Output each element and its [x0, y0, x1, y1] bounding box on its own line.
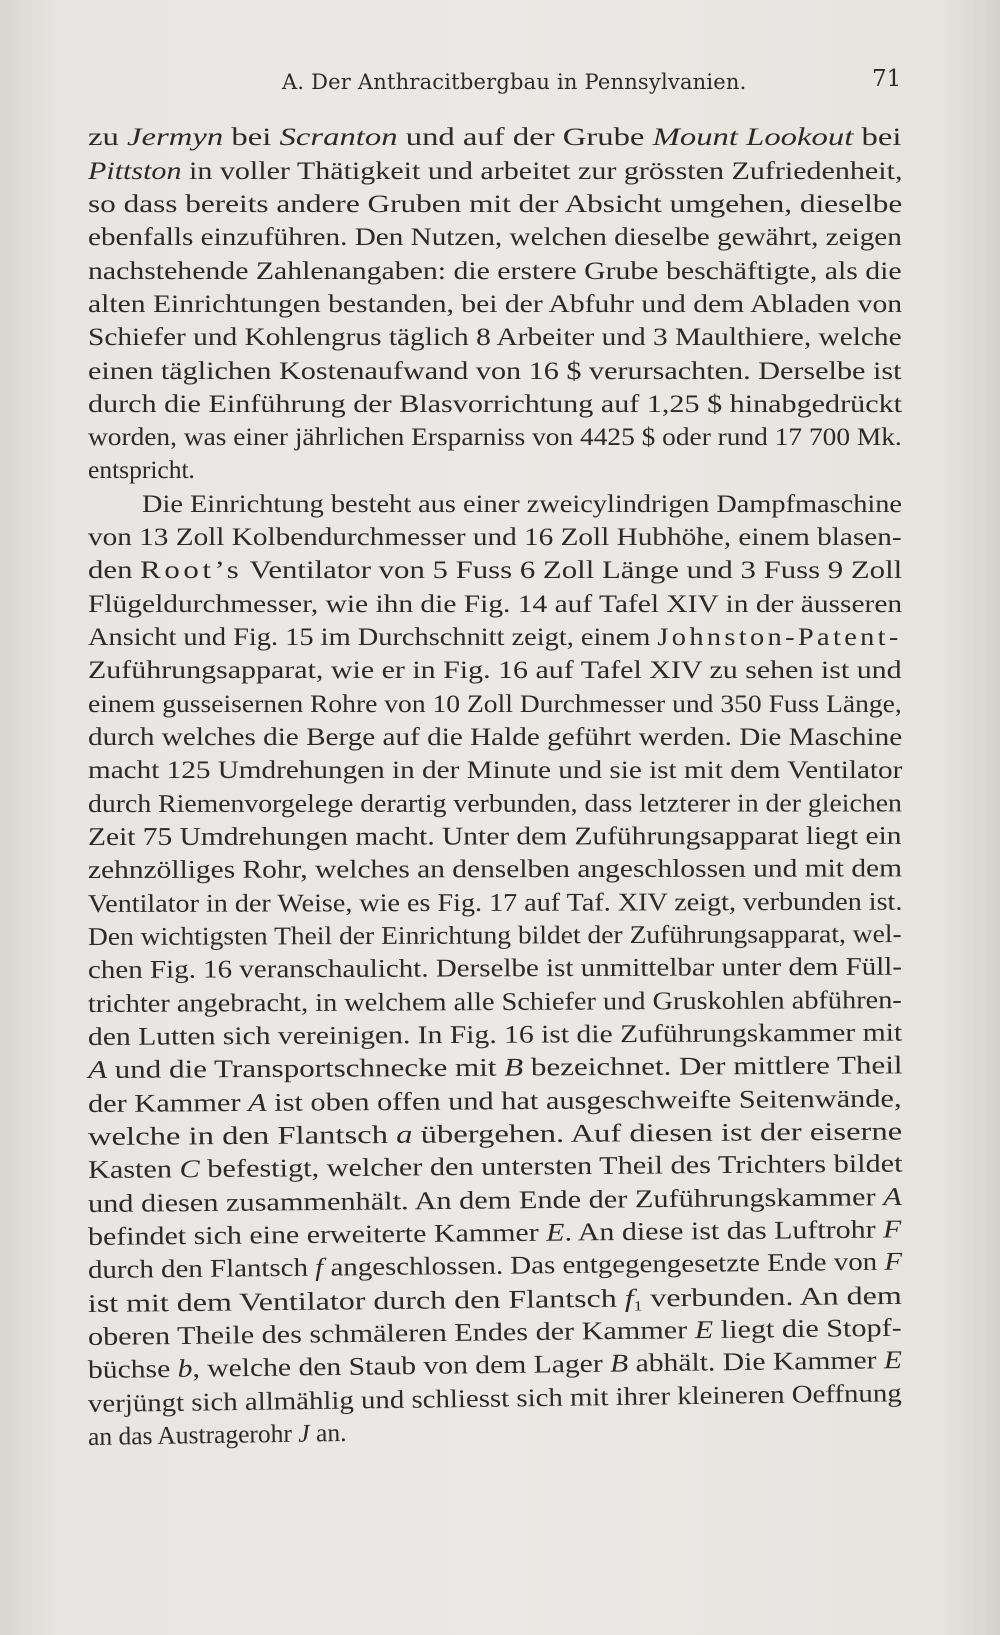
- text-run: Zuführungsapparat, wie er in Fig. 16 auf Tafel XIV zu sehen ist und: [88, 655, 902, 684]
- text-line: [88, 1247, 902, 1285]
- text-run: trichter angebracht, in welchem alle Schiefer und Gruskohlen abführen-: [87, 984, 902, 1018]
- text-run: in voller Thätigkeit und arbeitet zur grössten Zufriedenheit,: [181, 156, 903, 185]
- text-run: büchse: [87, 1353, 178, 1384]
- text-line: [88, 156, 902, 186]
- text-run: , welche den Staub von dem Lager: [192, 1348, 611, 1383]
- text-line: [88, 622, 902, 652]
- text-line: [88, 356, 901, 386]
- text-run: durch Riemenvorgelege derartig verbunden, dass letzterer in der gleichen: [87, 788, 902, 818]
- text-run: verbunden. An dem: [642, 1280, 902, 1313]
- text-run: an das Austragerohr: [87, 1418, 299, 1451]
- italic-symbol: Jermyn: [127, 122, 224, 151]
- text-run: und die Transportschnecke mit: [106, 1052, 505, 1084]
- text-line: [88, 689, 902, 719]
- text-line: [88, 1214, 902, 1252]
- text-line: [88, 1418, 347, 1452]
- text-run: an.: [309, 1417, 347, 1448]
- text-run: den Lutten sich vereinigen. In Fig. 16 ist die Zuführungskammer mit: [87, 1017, 903, 1051]
- text-run: durch welches die Berge auf die Halde geführt werden. Die Maschine: [88, 722, 903, 751]
- text-line: [88, 952, 902, 985]
- text-run: Ventilator in der Weise, wie es Fig. 17 auf Taf. XIV zeigt, verbunden ist.: [87, 886, 903, 918]
- text-line: [88, 389, 902, 419]
- italic-symbol: A: [882, 1182, 902, 1212]
- text-line: [88, 919, 902, 952]
- text-run: liegt die Stopf-: [712, 1312, 902, 1344]
- text-run: bei: [223, 122, 280, 151]
- spaced-name: Root’s: [140, 555, 243, 584]
- text-run: zu: [88, 122, 128, 151]
- text-run: Kasten: [87, 1154, 180, 1184]
- text-run: Zeit 75 Umdrehungen macht. Unter dem Zuführungsapparat liegt ein: [87, 820, 902, 851]
- text-run: angeschlossen. Das entgegengesetzte Ende von: [323, 1246, 885, 1282]
- text-line: [88, 1117, 903, 1152]
- text-line: [88, 722, 902, 752]
- italic-symbol: a: [395, 1119, 413, 1149]
- text-run: Den wichtigsten Theil der Einrichtung bildet der Zuführungsapparat, wel-: [87, 919, 902, 951]
- text-line: [88, 222, 902, 252]
- text-run: und diesen zusammenhält. An dem Ende der Zuführungskammer: [87, 1182, 884, 1218]
- text-run: bei: [853, 122, 902, 151]
- header-title: A. Der Anthracitbergbau in Pennsylvanien.: [282, 70, 747, 94]
- text-run: befestigt, welcher den untersten Theil des Trichters bildet: [199, 1148, 903, 1184]
- text-run: Ansicht und Fig. 15 im Durchschnitt zeigt, einem: [88, 622, 658, 651]
- text-line: [88, 589, 902, 619]
- italic-symbol: f: [624, 1283, 634, 1313]
- text-line: [88, 455, 195, 485]
- italic-symbol: Mount Lookout: [652, 122, 854, 151]
- text-run: Ventilator von 5 Fuss 6 Zoll Länge und 3 Fuss 9 Zoll: [242, 555, 903, 584]
- italic-symbol: F: [882, 1214, 902, 1244]
- running-head: [0, 66, 1000, 110]
- text-run: nachstehende Zahlenangaben: die erstere Grube beschäftigte, als die: [88, 256, 902, 285]
- text-line: [88, 755, 902, 785]
- italic-symbol: E: [546, 1217, 565, 1247]
- text-run: entspricht.: [88, 455, 195, 484]
- text-run: und auf der Grube: [397, 122, 653, 151]
- text-run: alten Einrichtungen bestanden, bei der Abfuhr und dem Abladen von: [88, 289, 903, 318]
- text-line: [88, 1378, 902, 1419]
- subscript: 1: [633, 1299, 643, 1315]
- text-run: bezeichnet. Der mittlere Theil: [523, 1050, 903, 1082]
- text-run: so dass bereits andere Gruben mit der Absicht umgehen, dieselbe: [88, 189, 903, 218]
- italic-symbol: C: [179, 1154, 200, 1184]
- text-line: [88, 655, 902, 685]
- italic-symbol: A: [247, 1087, 267, 1117]
- text-run: einen täglichen Kostenaufwand von 16 $ verursachten. Derselbe ist: [88, 356, 902, 385]
- text-run: Schiefer und Kohlengrus täglich 8 Arbeiter und 3 Maulthiere, welche: [88, 322, 902, 351]
- text-line: [88, 289, 902, 319]
- italic-symbol: b: [177, 1353, 193, 1383]
- text-run: macht 125 Umdrehungen in der Minute und sie ist mit dem Ventilator: [88, 755, 903, 784]
- text-line: [88, 853, 902, 885]
- text-run: . An diese ist das Luftrohr: [564, 1214, 884, 1247]
- italic-symbol: J: [298, 1418, 310, 1448]
- text-run: ist mit dem Ventilator durch den Flantsch: [87, 1283, 625, 1318]
- italic-symbol: Scranton: [279, 122, 398, 151]
- body-text: [88, 122, 908, 1522]
- italic-symbol: Pittston: [88, 156, 182, 185]
- text-run: Flügeldurchmesser, wie ihn die Fig. 14 auf Tafel XIV in der äusseren: [88, 589, 903, 618]
- italic-symbol: E: [694, 1314, 714, 1345]
- text-line: [88, 1149, 903, 1185]
- italic-symbol: A: [87, 1054, 108, 1084]
- text-run: ist oben offen und hat ausgeschweifte Seitenwände,: [266, 1083, 902, 1117]
- text-line: [88, 1084, 902, 1119]
- text-run: chen Fig. 16 veranschaulicht. Derselbe ist unmittelbar unter dem Füll-: [87, 951, 903, 984]
- text-line: [88, 322, 902, 352]
- text-run: der Kammer: [87, 1087, 249, 1118]
- text-run: zehnzölliges Rohr, welches an denselben angeschlossen und mit dem: [87, 853, 903, 884]
- text-line: [88, 122, 901, 152]
- text-run: Die Einrichtung besteht aus einer zweicylindrigen Dampfmaschine: [142, 489, 903, 518]
- italic-symbol: E: [883, 1345, 903, 1375]
- page-number: 71: [872, 66, 902, 92]
- text-line: [88, 256, 902, 286]
- text-run: welche in den Flantsch: [87, 1119, 397, 1151]
- italic-symbol: f: [315, 1252, 324, 1282]
- text-run: abhält. Die Kammer: [627, 1345, 885, 1378]
- italic-symbol: B: [609, 1348, 629, 1378]
- text-run: übergehen. Auf diesen ist der eiserne: [412, 1116, 903, 1149]
- spaced-name: Johnston-Patent-: [657, 622, 902, 651]
- text-run: von 13 Zoll Kolbendurchmesser und 16 Zoll Hubhöhe, einem blasen-: [88, 522, 902, 551]
- text-line: [142, 489, 902, 519]
- text-run: den: [88, 555, 141, 584]
- text-line: [88, 1182, 902, 1219]
- text-line: [88, 985, 902, 1019]
- text-line: [88, 788, 902, 819]
- text-line: [88, 522, 902, 552]
- text-line: [88, 189, 902, 219]
- text-run: einem gusseisernen Rohre von 10 Zoll Durchmesser und 350 Fuss Länge,: [88, 689, 902, 718]
- text-run: durch die Einführung der Blasvorrichtung auf 1,25 $ hinabgedrückt: [88, 389, 903, 418]
- text-line: [88, 821, 902, 852]
- text-line: [88, 1050, 903, 1085]
- text-line: [88, 555, 902, 585]
- text-line: [88, 887, 902, 919]
- text-run: durch den Flantsch: [87, 1252, 316, 1284]
- text-line: [88, 422, 902, 452]
- text-run: oberen Theile des schmäleren Endes der Kammer: [87, 1315, 695, 1351]
- text-run: ebenfalls einzuführen. Den Nutzen, welchen dieselbe gewährt, zeigen: [88, 222, 902, 251]
- text-line: [88, 1018, 902, 1052]
- italic-symbol: F: [884, 1246, 903, 1276]
- italic-symbol: B: [504, 1052, 524, 1082]
- text-run: worden, was einer jährlichen Ersparniss von 4425 $ oder rund 17 700 Mk.: [88, 422, 902, 451]
- text-run: verjüngt sich allmählig und schliesst sich mit ihrer kleineren Oeffnung: [87, 1378, 902, 1418]
- text-run: befindet sich eine erweiterte Kammer: [87, 1217, 547, 1251]
